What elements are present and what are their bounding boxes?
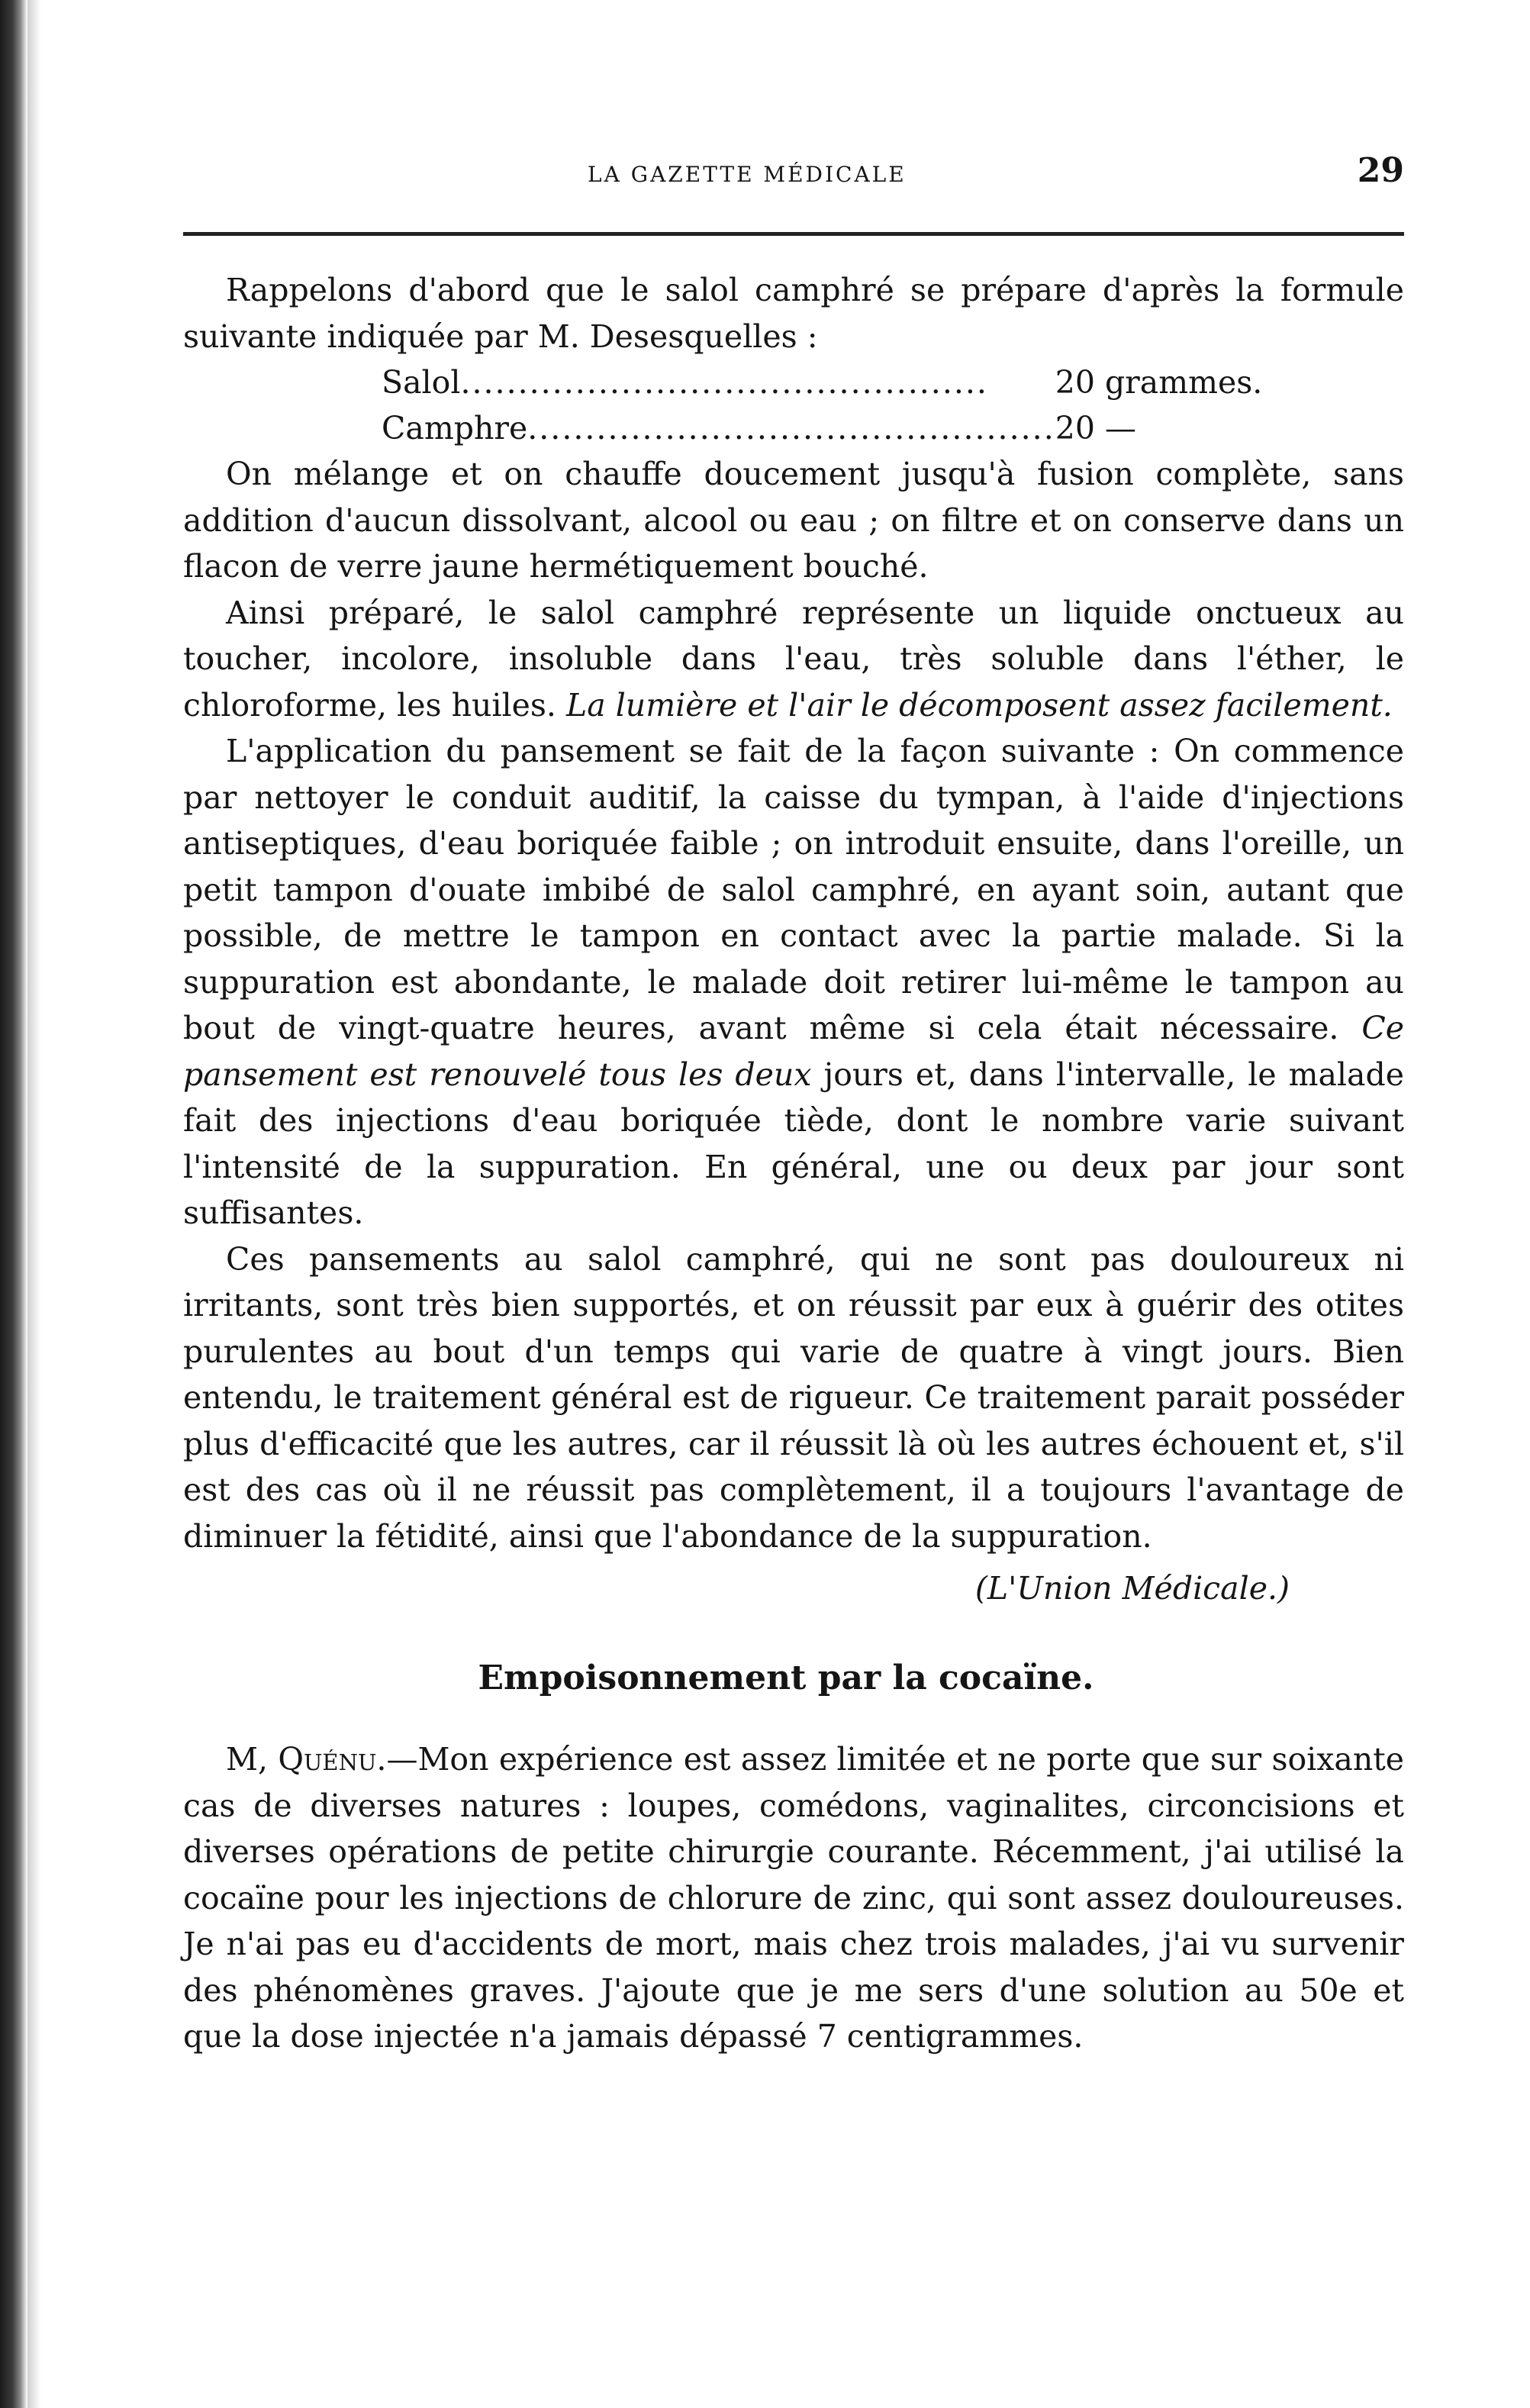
paragraph-text: L'application du pansement se fait de la façon suivante : On commence par nettoyer le conduit auditif, la caisse du tympan, à l'aide d'injections antiseptiques, d'eau boriquée faible ; on introduit ensuite, dans l'oreille, un petit tampon d'ouate imbibé de salol camphré, en ayant soin, autant que possible, de mettre le tampon en contact avec la partie malade. Si la suppuration est abondante, le malade doit retirer lui-même le tampon au bout de vingt-quatre heures, avant même si cela était nécessaire. — [183, 733, 1404, 1046]
recipe-row — [382, 405, 1262, 451]
ingredient-name: Salol — [382, 364, 461, 401]
source-citation: (L'Union Médicale.) — [974, 1570, 1290, 1607]
running-title: LA GAZETTE MÉDICALE — [588, 162, 907, 187]
ingredient-quantity: 20 grammes. — [1055, 364, 1263, 401]
book-spine-shadow — [0, 0, 27, 2408]
italic-text: La lumière et l'air le décomposent assez facilement. — [565, 686, 1393, 724]
intro-paragraph: Rappelons d'abord que le salol camphré se prépare d'après la formule suivante indiquée par M. Desesquelles : — [183, 272, 1404, 355]
speaker-name: M, Quénu. — [226, 1741, 387, 1778]
body-text — [183, 267, 1404, 2060]
header-rule — [183, 232, 1404, 236]
paragraph-application — [183, 728, 1404, 1236]
paragraph-properties — [183, 590, 1404, 729]
paragraph-text: Ainsi préparé, le salol camphré représente un liquide onctueux au toucher, incolore, insoluble dans l'eau, très soluble dans l'éther, le chloroforme, les huiles. — [183, 594, 1404, 724]
italic-text: Ce pansement est renouvelé tous les deux — [183, 1010, 1404, 1093]
page-number: 29 — [1357, 151, 1404, 190]
recipe-row — [382, 359, 1262, 405]
paragraph-preparation: On mélange et on chauffe doucement jusqu'à fusion complète, sans addition d'aucun dissolvant, alcool ou eau ; on filtre et on conserve dans un flacon de verre jaune hermétiquement bouché. — [183, 456, 1404, 585]
running-header — [183, 151, 1404, 197]
paragraph-text: —Mon expérience est assez limitée et ne porte que sur soixante cas de diverses natures : loupes, comédons, vaginalites, circoncisions et diverses opérations de petite chirurgie courante. Récemment, j'ai utilisé la cocaïne pour les injections de chlorure de zinc, qui sont assez douloureuses. Je n'ai pas eu d'accidents de mort, mais chez trois malades, j'ai vu survenir des phénomènes graves. J'ajoute que je me sers d'une solution au 50e et que la dose injectée n'a jamais dépassé 7 centigrammes. — [183, 1741, 1404, 2055]
leader-dots: .............................................. — [527, 410, 1055, 446]
journal-page — [183, 0, 1404, 2408]
article-title: Empoisonnement par la cocaïne. — [478, 1659, 1094, 1697]
leader-dots: .............................................. — [460, 364, 988, 401]
gutter-shadow — [27, 0, 41, 2408]
paragraph-results: Ces pansements au salol camphré, qui ne sont pas douloureux ni irritants, sont très bien supportés, et on réussit par eux à guérir des otites purulentes au bout d'un temps qui varie de quatre à vingt jours. Bien entendu, le traitement général est de rigueur. Ce traitement parait posséder plus d'efficacité que les autres, car il réussit là où les autres échouent et, s'il est des cas où il ne réussit pas complètement, il a toujours l'avantage de diminuer la fétidité, ainsi que l'abondance de la suppuration. — [183, 1240, 1404, 1555]
paragraph-quenu — [183, 1736, 1404, 2060]
paragraph-text: jours et, dans l'intervalle, le malade fait des injections d'eau boriquée tiède, dont le nombre varie suivant l'intensité de la suppuration. En général, une ou deux par jour sont suffisantes. — [183, 1056, 1404, 1231]
recipe-table — [382, 359, 1262, 451]
ingredient-quantity: 20 — — [1055, 410, 1136, 446]
ingredient-name: Camphre — [382, 410, 528, 446]
